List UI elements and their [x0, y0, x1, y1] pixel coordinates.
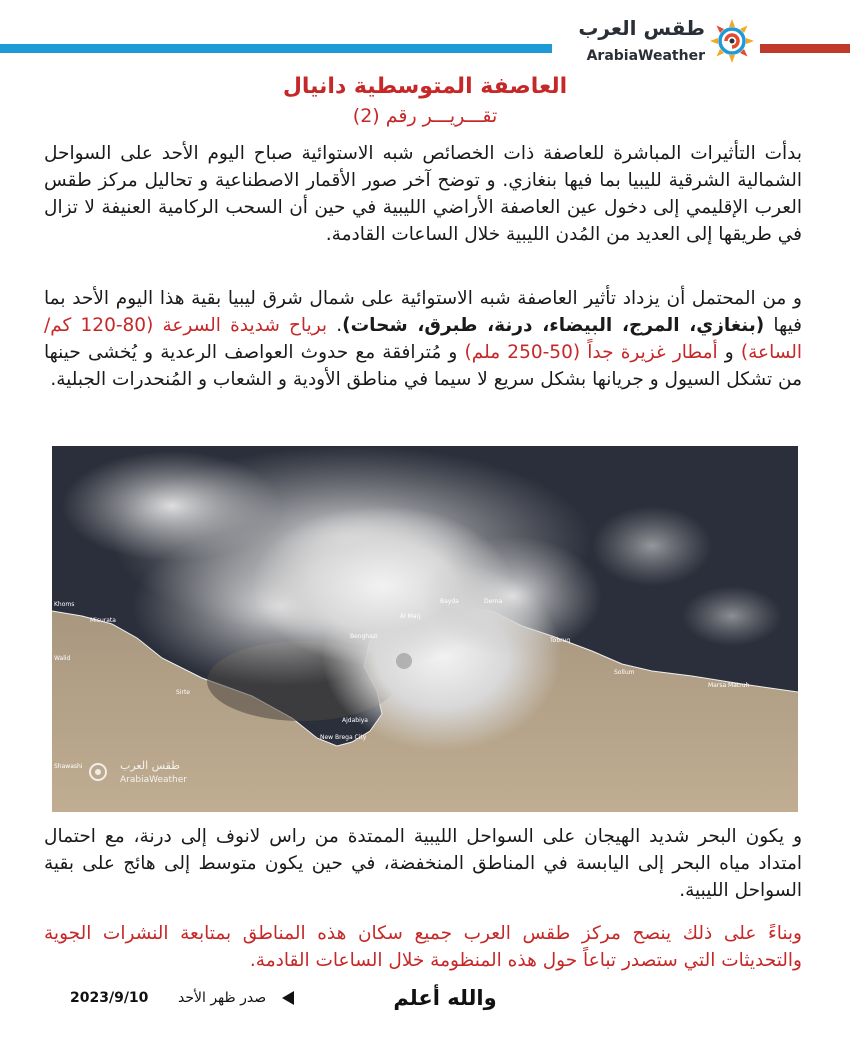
city-bayda: Bayda: [440, 598, 459, 605]
advisory-note: وبناءً على ذلك ينصح مركز طقس العرب جميع سكان هذه المناطق بمتابعة النشرات الجوية والتحديثات التي ستصدر تباعاً حول هذه المنظومة خلال الساعات القادمة.: [44, 923, 802, 971]
city-shawashi: Shawashi: [54, 763, 83, 770]
forecast-text-1: و من المحتمل أن يزداد تأثير العاصفة شبه الاستوائية على شمال شرق ليبيا بقية هذا اليوم الأحد بما فيها: [44, 288, 803, 336]
city-derna: Derna: [484, 598, 503, 605]
forecast-text-2: .: [327, 315, 343, 336]
issue-date: 2023/9/10: [70, 990, 149, 1006]
header-red-bar: [760, 44, 850, 53]
intro-paragraph: بدأت التأثيرات المباشرة للعاصفة ذات الخصائص شبه الاستوائية صباح اليوم الأحد على السواحل الشمالية الشرقية لليبيا بما فيها بنغازي. و توضح آخر صور الأقمار الاصطناعية و تحاليل مركز طقس العرب الإقليمي إلى دخول عين العاصفة الأراضي الليبية في حين أن السحب الركامية العنيفة لا تزال في طريقها إلى العديد من المُدن الليبية خلال الساعات القادمة.: [44, 143, 802, 245]
satellite-image: [52, 446, 798, 812]
city-tobruq: Tobruq: [550, 637, 571, 644]
sun-swirl-logo-icon: [709, 18, 755, 64]
brand-name-en: ArabiaWeather: [586, 48, 705, 64]
report-title: العاصفة المتوسطية دانيال: [282, 74, 568, 99]
header-blue-bar: [0, 44, 552, 53]
report-number: تقـــريـــر رقم (2): [352, 105, 498, 127]
watermark-ar: طقس العرب: [120, 759, 180, 772]
rainfall-warning: أمطار غزيرة جداً (50-250 ملم): [464, 342, 718, 363]
city-sirte: Sirte: [176, 689, 190, 696]
storm-eye: [396, 653, 412, 669]
forecast-text-4: و مُترافقة مع حدوث العواصف الرعدية و يُخشى حينها من تشكل السيول و جريانها بشكل سريع لا سيما في مناطق الأودية و الشعاب و المُنحدرات الجبلية.: [44, 342, 802, 390]
watermark-en: ArabiaWeather: [120, 775, 187, 785]
brand-logo: [565, 14, 755, 74]
pointer-arrow-icon: [282, 991, 294, 1005]
city-sollum: Sollum: [614, 669, 635, 676]
affected-cities: (بنغازي، المرج، البيضاء، درنة، طبرق، شحات): [342, 315, 765, 336]
city-new-brega: New Brega City: [320, 734, 367, 741]
wind-speed-warning: برياح شديدة السرعة (80-120 كم/الساعة): [44, 315, 803, 363]
forecast-paragraph: [44, 285, 802, 393]
forecast-text-3: و: [717, 342, 741, 363]
city-khoms: Khoms: [54, 601, 75, 608]
city-benghazi: Benghazi: [350, 633, 378, 640]
city-almarj: Al Marj: [400, 613, 421, 620]
city-misurata: Misurata: [90, 617, 116, 624]
brand-name-ar: طقس العرب: [578, 16, 705, 40]
issued-label: صدر ظهر الأحد: [178, 990, 267, 1006]
city-walid: Walid: [54, 655, 71, 662]
closing-phrase: والله أعلم: [393, 986, 497, 1010]
sea-state-paragraph: و يكون البحر شديد الهيجان على السواحل الليبية الممتدة من راس لانوف إلى درنة، مع احتمال امتداد مياه البحر إلى اليابسة في المناطق المنخفضة، في حين يكون متوسط إلى هائج على بقية السواحل الليبية.: [44, 826, 802, 901]
city-ajdabiya: Ajdabiya: [342, 717, 368, 724]
city-marsa-matruh: Marsa Matruh: [708, 682, 750, 689]
